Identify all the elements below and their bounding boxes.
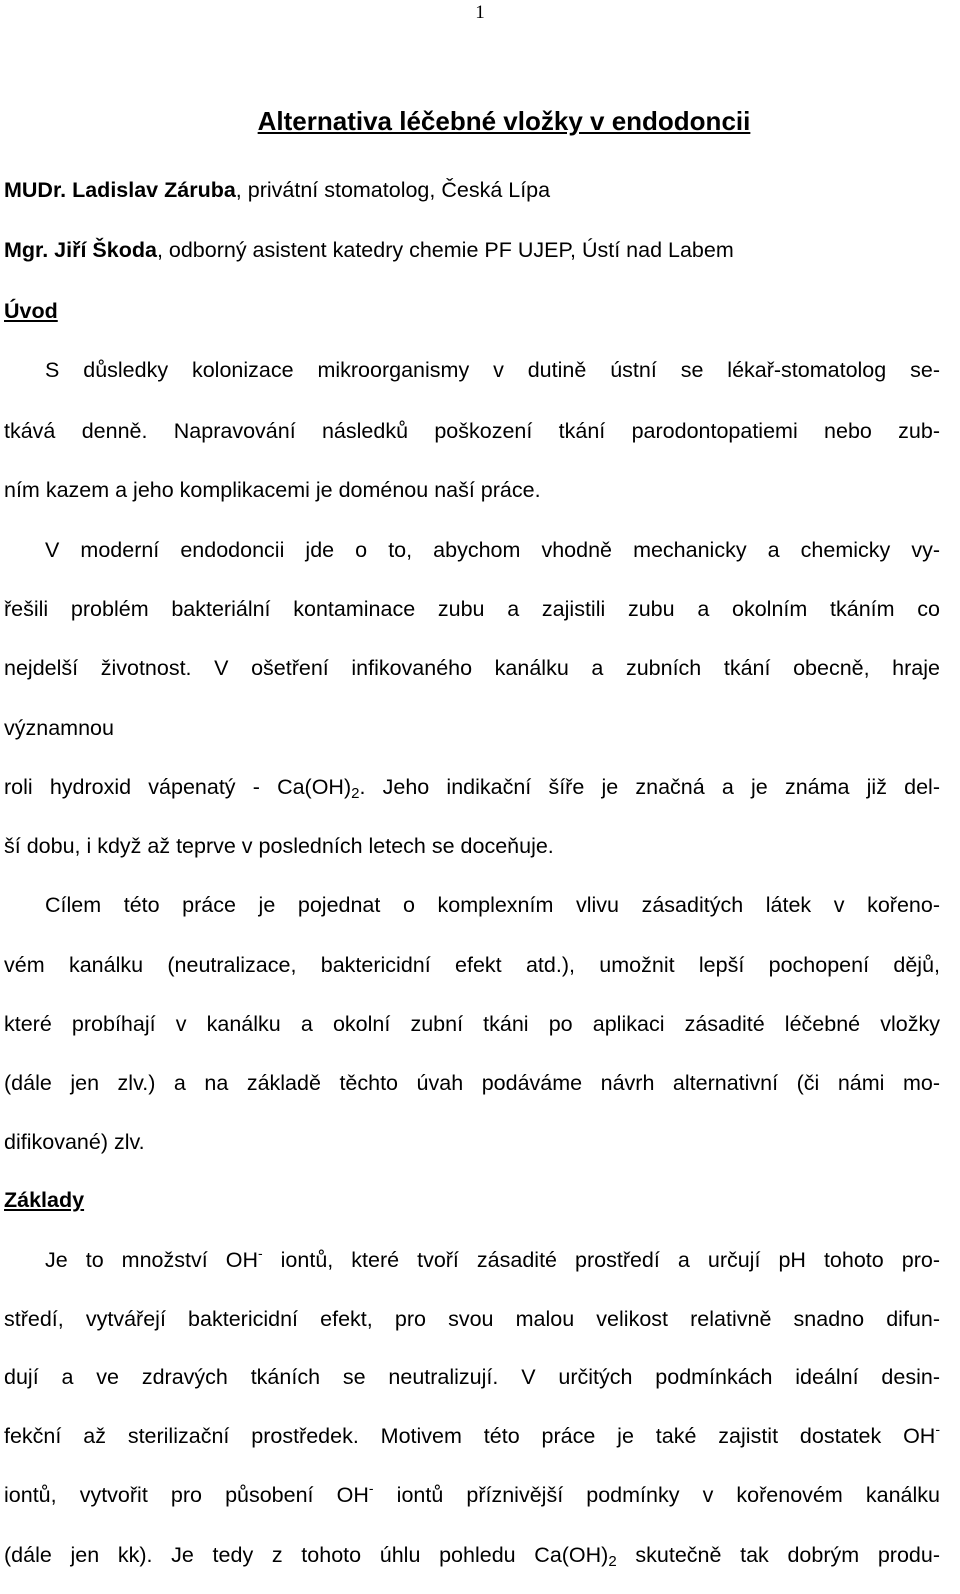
line-text: iontů, které tvoří zásadité prostředí a určují pH tohoto pro-	[262, 1248, 940, 1272]
paragraph-line: ší dobu, i když až teprve v posledních letech se doceňuje.	[4, 834, 554, 858]
paragraph-line	[4, 772, 940, 802]
line-text: . Jeho indikační šíře je značná a je známa již del-	[359, 775, 940, 799]
paragraph-line: (dále jen zlv.) a na základě těchto úvah podáváme návrh alternativní (či námi mo-	[4, 1071, 940, 1095]
paragraph-line	[4, 1421, 940, 1451]
author-name-1: MUDr. Ladislav Záruba	[4, 178, 236, 202]
author-name-2: Mgr. Jiří Škoda	[4, 238, 157, 262]
page-number: 1	[475, 2, 485, 23]
paragraph-line	[4, 1245, 940, 1275]
line-text: skutečně tak dobrým produ-	[616, 1543, 940, 1567]
subscript: 2	[608, 1553, 617, 1570]
paragraph-line: významnou	[4, 716, 114, 740]
author-line-1	[4, 175, 940, 205]
paragraph-line: Cílem této práce je pojednat o komplexním vlivu zásaditých látek v kořeno-	[45, 893, 940, 917]
paragraph-line: řešili problém bakteriální kontaminace zubu a zajistili zubu a okolním tkáním co	[4, 597, 940, 621]
superscript: -	[935, 1421, 940, 1437]
document-title: Alternativa léčebné vložky v endodoncii	[257, 106, 751, 136]
line-text: fekční až sterilizační prostředek. Motivem této práce je také zajistit dostatek OH	[4, 1424, 936, 1448]
paragraph-line: difikované) zlv.	[4, 1130, 145, 1154]
superscript: -	[257, 1245, 263, 1261]
paragraph-line: S důsledky kolonizace mikroorganismy v dutině ústní se lékař-stomatolog se-	[45, 358, 940, 382]
paragraph-line	[4, 1480, 940, 1510]
section-heading-uvod: Úvod	[4, 299, 58, 323]
paragraph-line: vém kanálku (neutralizace, baktericidní efekt atd.), umožnit lepší pochopení dějů,	[4, 953, 940, 977]
superscript: -	[368, 1480, 374, 1496]
paragraph-line: tkává denně. Napravování následků poškození tkání parodontopatiemi nebo zub-	[4, 419, 940, 443]
line-text: (dále jen kk). Je tedy z tohoto úhlu pohledu Ca(OH)	[4, 1543, 609, 1567]
paragraph-line: V moderní endodoncii jde o to, abychom vhodně mechanicky a chemicky vy-	[45, 538, 940, 562]
paragraph-line: ním kazem a jeho komplikacemi je doménou naší práce.	[4, 478, 541, 502]
author-line-2	[4, 235, 940, 265]
section-heading-zaklady: Základy	[4, 1188, 85, 1212]
paragraph-line	[4, 1540, 940, 1570]
paragraph-line: nejdelší životnost. V ošetření infikovaného kanálku a zubních tkání obecně, hraje	[4, 656, 940, 680]
line-text: iontů, vytvořit pro působení OH	[4, 1483, 369, 1507]
line-text: Je to množství OH	[45, 1248, 258, 1272]
subscript: 2	[351, 785, 360, 802]
paragraph-line: středí, vytvářejí baktericidní efekt, pro svou malou velikost relativně snadno difun-	[4, 1307, 940, 1331]
line-text: roli hydroxid vápenatý - Ca(OH)	[4, 775, 352, 799]
paragraph-line: které probíhají v kanálku a okolní zubní tkáni po aplikaci zásadité léčebné vložky	[4, 1012, 940, 1036]
line-text: iontů příznivější podmínky v kořenovém kanálku	[373, 1483, 940, 1507]
paragraph-line: dují a ve zdravých tkáních se neutralizují. V určitých podmínkách ideální desin-	[4, 1365, 940, 1389]
author-affiliation-2: , odborný asistent katedry chemie PF UJEP, Ústí nad Labem	[156, 238, 734, 262]
author-affiliation-1: , privátní stomatolog, Česká Lípa	[235, 178, 551, 202]
